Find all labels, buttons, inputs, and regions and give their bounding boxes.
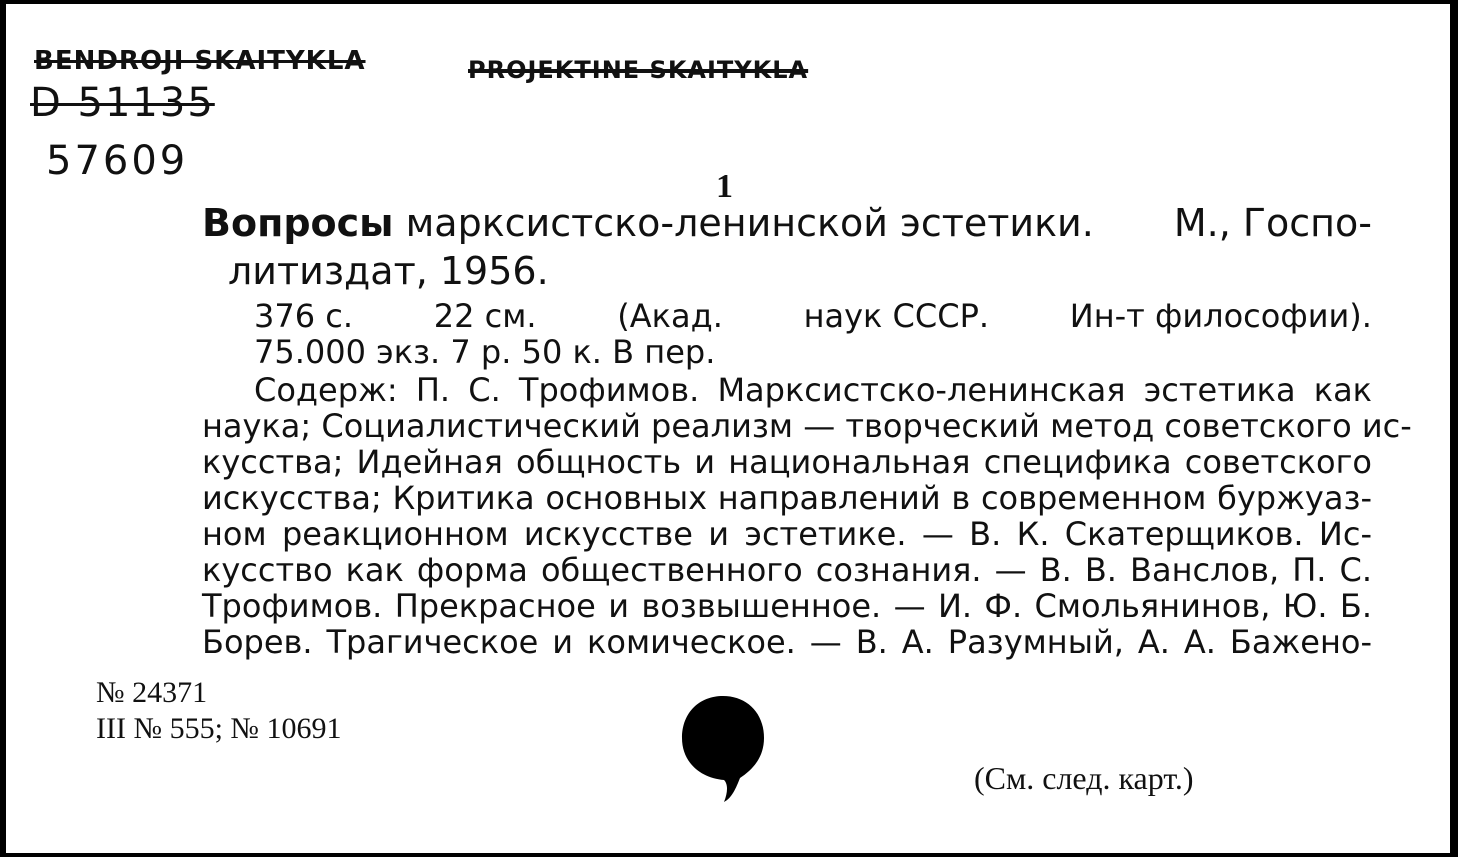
reference-number: № 24371 xyxy=(96,676,208,709)
card-number: 1 xyxy=(716,168,733,205)
library-stamp-crossed: BENDROJI SKAITYKLA xyxy=(34,46,366,76)
place-publisher: М., Госпо- xyxy=(1173,201,1372,245)
continuation-note: (См. след. карт.) xyxy=(974,760,1194,796)
pages: 376 с. xyxy=(254,297,354,335)
contents-line-8: Борев. Трагическое и комическое. — В. А. Разумный, А. А. Бажено- xyxy=(202,623,1372,661)
ink-blot-mark xyxy=(680,694,766,804)
old-shelf-mark: D 51135 xyxy=(30,80,215,126)
series-part-2: наук СССР. xyxy=(803,297,990,335)
size: 22 см. xyxy=(433,297,537,335)
contents-line-3: кусства; Идейная общность и национальная специфика советского xyxy=(202,443,1372,481)
contents-line-5: ном реакционном искусстве и эстетике. — В. К. Скатерщиков. Ис- xyxy=(202,515,1372,553)
contents-line-2: наука; Социалистический реализм — творческий метод советского ис- xyxy=(202,407,1412,445)
series-part-3: Ин-т философии). xyxy=(1069,297,1372,335)
new-shelf-mark: 57609 xyxy=(46,138,189,184)
contents-line-4: искусства; Критика основных направлений в современном буржуаз- xyxy=(202,479,1372,517)
title xyxy=(202,200,1094,246)
title-rest: марксистско-ленинской эстетики. xyxy=(405,201,1094,245)
reference-numbers: III № 555; № 10691 xyxy=(96,712,342,745)
contents-line-7: Трофимов. Прекрасное и возвышенное. — И. Ф. Смольянинов, Ю. Б. xyxy=(202,587,1372,625)
publisher-continued: литиздат, 1956. xyxy=(228,249,549,293)
library-stamp-crossed-secondary: PROJEKTINE SKAITYKLA xyxy=(468,56,809,84)
catalog-card xyxy=(6,4,1450,853)
contents-line-1: Содерж: П. С. Трофимов. Марксистско-ленинская эстетика как xyxy=(254,371,1372,409)
contents-line-6: кусство как форма общественного сознания. — В. В. Ванслов, П. С. xyxy=(202,551,1372,589)
title-line xyxy=(202,200,1372,246)
print-run: 75.000 экз. 7 р. 50 к. В пер. xyxy=(254,333,716,371)
series-part-1: (Акад. xyxy=(617,297,723,335)
physical-description xyxy=(254,298,1372,334)
title-bold: Вопросы xyxy=(202,201,394,245)
